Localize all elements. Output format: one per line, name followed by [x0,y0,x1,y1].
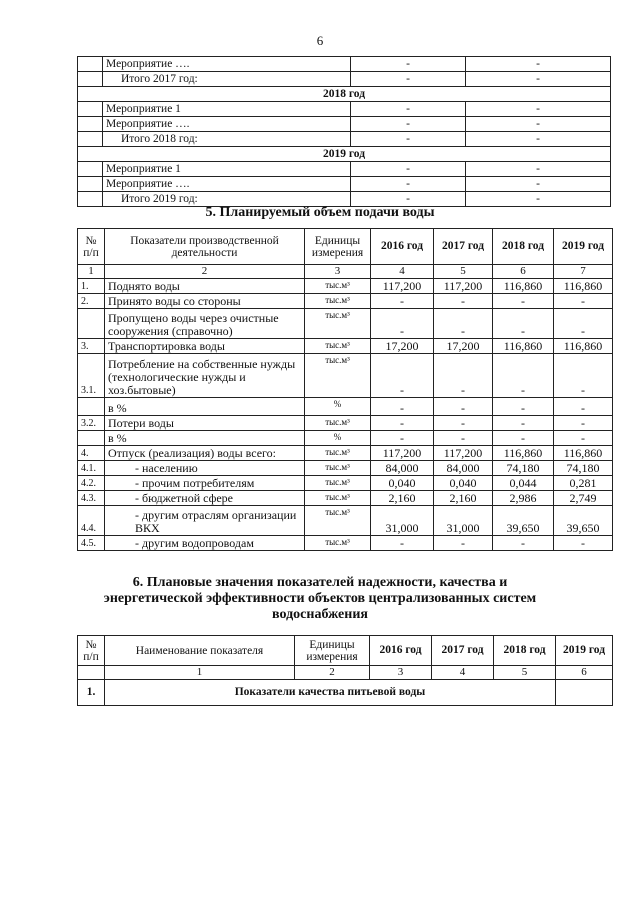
header-indicator: Показатели производственной деятельности [105,229,305,265]
row-value: - [493,294,554,309]
table-row [78,162,611,177]
t6-header-2016: 2016 год [370,636,432,666]
row-index: 4.4. [78,506,105,536]
t6-row-label: Показатели качества питьевой воды [105,680,556,706]
row-index: 4.5. [78,536,105,551]
row-blank [78,132,103,147]
row-unit: тыс.м³ [305,294,371,309]
row-index [78,309,105,339]
row-value: - [434,309,493,339]
row-unit: тыс.м³ [305,536,371,551]
row-value: - [371,294,434,309]
row-value: 39,650 [493,506,554,536]
colnum-7: 7 [554,265,613,279]
row-value: 0,040 [371,476,434,491]
row-value: - [434,354,493,398]
row-value: - [371,536,434,551]
row-value: 117,200 [371,446,434,461]
row-label: Транспортировка воды [105,339,305,354]
t6-colnum-blank [78,666,105,680]
row-value: - [554,431,613,446]
row-label: - населению [105,461,305,476]
table-row [78,102,611,117]
row-unit: тыс.м³ [305,309,371,339]
row-label: Мероприятие 1 [103,162,351,177]
row-index: 3. [78,339,105,354]
t6-colnum-2: 2 [295,666,370,680]
header-num: № п/п [78,229,105,265]
t6-header-num: № п/п [78,636,105,666]
header-2019: 2019 год [554,229,613,265]
row-value: - [493,398,554,416]
row-value: - [466,177,611,192]
page-number: 6 [316,33,324,48]
t6-header-2017: 2017 год [432,636,494,666]
table-row [78,147,611,162]
colnum-6: 6 [493,265,554,279]
row-unit: тыс.м³ [305,476,371,491]
row-blank [78,72,103,87]
row-label: Потребление на собственные нужды (технологические нужды и хоз.бытовые) [105,354,305,398]
row-label: - бюджетной сфере [105,491,305,506]
row-value: - [554,309,613,339]
table-row [78,117,611,132]
row-value: - [351,57,466,72]
row-value: 17,200 [434,339,493,354]
row-value: 39,650 [554,506,613,536]
t6-colnum-3: 3 [370,666,432,680]
row-value: 74,180 [493,461,554,476]
row-value: - [351,72,466,87]
table-row [78,309,613,339]
table-row [78,446,613,461]
row-label: Итого 2017 год: [103,72,351,87]
row-value: - [466,57,611,72]
row-value: 0,040 [434,476,493,491]
row-label: - прочим потребителям [105,476,305,491]
row-value: - [466,132,611,147]
row-unit: тыс.м³ [305,354,371,398]
row-value: - [371,309,434,339]
row-label: Поднято воды [105,279,305,294]
row-value: - [351,102,466,117]
row-blank [78,57,103,72]
table-row [78,177,611,192]
table-row [78,132,611,147]
row-value: - [466,162,611,177]
row-label: Пропущено воды через очистные сооружения (справочно) [105,309,305,339]
row-label: Мероприятие …. [103,177,351,192]
row-value: - [351,117,466,132]
row-label: Итого 2019 год: [103,192,351,207]
row-label: Итого 2018 год: [103,132,351,147]
row-value: 2,986 [493,491,554,506]
colnum-4: 4 [371,265,434,279]
row-index: 4.3. [78,491,105,506]
row-blank [78,117,103,132]
row-value: - [434,536,493,551]
row-value: 2,160 [434,491,493,506]
row-value: - [466,117,611,132]
water-supply-table [77,228,613,551]
row-value: 116,860 [554,446,613,461]
table-row [78,398,613,416]
row-blank [78,162,103,177]
colnum-5: 5 [434,265,493,279]
row-value: - [351,132,466,147]
table-row [78,294,613,309]
row-index: 2. [78,294,105,309]
row-label: в % [105,431,305,446]
row-value: - [493,354,554,398]
row-value: - [554,536,613,551]
row-unit: тыс.м³ [305,279,371,294]
row-value: - [371,416,434,431]
row-value: - [554,294,613,309]
section6-title-line2: энергетической эффективности объектов централизованных систем [103,591,537,606]
row-value: - [466,72,611,87]
t6-header-2019: 2019 год [556,636,613,666]
row-value: - [371,354,434,398]
t6-header-2018: 2018 год [494,636,556,666]
table-row [78,461,613,476]
row-value: - [434,431,493,446]
colnum-1: 1 [78,265,105,279]
events-table [77,56,611,207]
header-2018: 2018 год [493,229,554,265]
row-value: - [554,398,613,416]
t6-row-empty [556,680,613,706]
header-2016: 2016 год [371,229,434,265]
row-value: - [493,431,554,446]
section6-title-line3: водоснабжения [272,607,368,622]
section6-title-line1: 6. Плановые значения показателей надежности, качества и [132,575,508,590]
t6-colnum-6: 6 [556,666,613,680]
row-value: - [493,536,554,551]
row-blank [78,102,103,117]
row-value: 0,044 [493,476,554,491]
row-label: Принято воды со стороны [105,294,305,309]
row-unit: % [305,398,371,416]
t6-colnum-5: 5 [494,666,556,680]
row-label: - другим водопроводам [105,536,305,551]
t6-colnum-4: 4 [432,666,494,680]
t6-header-units: Единицы измерения [295,636,370,666]
table-row [78,57,611,72]
row-label: Мероприятие …. [103,117,351,132]
row-value: 74,180 [554,461,613,476]
table-row [78,354,613,398]
row-index [78,398,105,416]
row-label: Потери воды [105,416,305,431]
row-blank [78,177,103,192]
row-value: 2,749 [554,491,613,506]
row-value: 84,000 [434,461,493,476]
t6-colnum-1: 1 [105,666,295,680]
row-value: - [554,416,613,431]
row-value: 116,860 [554,339,613,354]
row-value: - [434,416,493,431]
t6-header-name: Наименование показателя [105,636,295,666]
table-row [78,536,613,551]
table-row [78,72,611,87]
header-units: Единицы измерения [305,229,371,265]
row-value: - [554,354,613,398]
row-unit: тыс.м³ [305,416,371,431]
year-heading: 2019 год [78,147,611,162]
table-row [78,416,613,431]
row-label: Мероприятие …. [103,57,351,72]
reliability-table [77,635,613,706]
row-value: 117,200 [434,279,493,294]
row-value: 2,160 [371,491,434,506]
row-value: - [371,431,434,446]
row-index [78,431,105,446]
row-value: - [371,398,434,416]
row-value: 116,860 [554,279,613,294]
row-value: 117,200 [434,446,493,461]
row-value: 31,000 [434,506,493,536]
row-value: - [466,102,611,117]
row-unit: тыс.м³ [305,506,371,536]
row-unit: тыс.м³ [305,339,371,354]
table-row [78,506,613,536]
row-index: 3.2. [78,416,105,431]
row-index: 1. [78,279,105,294]
row-value: 117,200 [371,279,434,294]
row-value: - [493,416,554,431]
row-label: Отпуск (реализация) воды всего: [105,446,305,461]
row-unit: % [305,431,371,446]
year-heading: 2018 год [78,87,611,102]
section5-title: 5. Планируемый объем подачи воды [205,205,435,220]
row-value: 0,281 [554,476,613,491]
row-index: 4.1. [78,461,105,476]
table-row [78,431,613,446]
row-value: 116,860 [493,339,554,354]
row-index: 3.1. [78,354,105,398]
row-value: 84,000 [371,461,434,476]
row-index: 4.2. [78,476,105,491]
row-value: 17,200 [371,339,434,354]
row-value: - [434,398,493,416]
section6-title [0,575,640,623]
table-row [78,279,613,294]
row-value: - [351,177,466,192]
row-value: - [351,162,466,177]
t6-row-idx: 1. [78,680,105,706]
table-row [78,339,613,354]
row-label: Мероприятие 1 [103,102,351,117]
table-row [78,87,611,102]
row-unit: тыс.м³ [305,461,371,476]
table-row [78,491,613,506]
row-label: - другим отраслям организации ВКХ [105,506,305,536]
colnum-3: 3 [305,265,371,279]
row-value: 116,860 [493,279,554,294]
row-value: - [351,192,466,207]
colnum-2: 2 [105,265,305,279]
row-value: - [493,309,554,339]
row-value: 116,860 [493,446,554,461]
row-index: 4. [78,446,105,461]
row-label: в % [105,398,305,416]
row-value: - [434,294,493,309]
row-unit: тыс.м³ [305,491,371,506]
table-row [78,476,613,491]
row-value: - [466,192,611,207]
row-value: 31,000 [371,506,434,536]
header-2017: 2017 год [434,229,493,265]
row-unit: тыс.м³ [305,446,371,461]
